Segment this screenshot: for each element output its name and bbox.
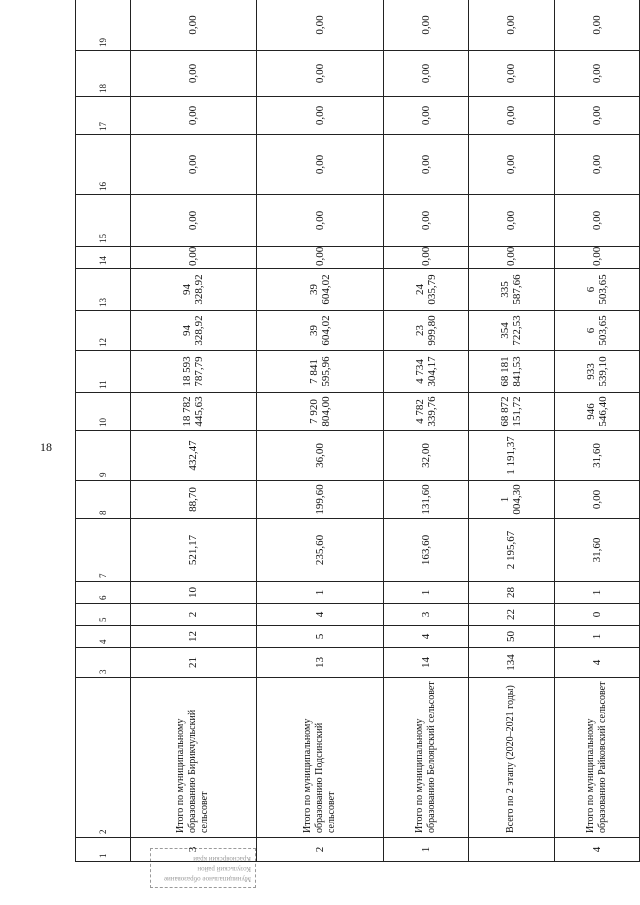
row-name: Итого по муниципальному образованию Белоярский сельсовет [384, 678, 469, 838]
cell-value: 0,00 [131, 195, 257, 247]
column-header: 14 [76, 247, 131, 269]
cell-value: 0,00 [469, 247, 554, 269]
cell-value: 4 [257, 604, 383, 626]
cell-value: 4 [384, 626, 469, 648]
cell-value: 2 [131, 604, 257, 626]
cell-value: 22 [469, 604, 554, 626]
cell-value: 6 503,65 [555, 311, 640, 351]
cell-value: 0,00 [384, 247, 469, 269]
column-header: 12 [76, 311, 131, 351]
column-header: 5 [76, 604, 131, 626]
data-table [76, 0, 640, 863]
cell-value: 0,00 [555, 481, 640, 519]
cell-value: 0,00 [131, 135, 257, 195]
cell-value: 0,00 [555, 51, 640, 97]
cell-value: 4 734 304,17 [384, 351, 469, 393]
cell-value: 50 [469, 626, 554, 648]
column-header: 6 [76, 582, 131, 604]
header-row [76, 0, 131, 862]
cell-value: 946 546,40 [555, 393, 640, 431]
cell-value: 0,00 [131, 0, 257, 51]
cell-value: 1 004,30 [469, 481, 554, 519]
cell-value: 0,00 [257, 0, 383, 51]
stamp-line: Красноярский край [193, 855, 251, 863]
cell-value: 7 841 595,96 [257, 351, 383, 393]
cell-value: 31,60 [555, 431, 640, 481]
cell-value: 0,00 [131, 97, 257, 135]
cell-value: 18 593 787,79 [131, 351, 257, 393]
cell-value: 134 [469, 648, 554, 678]
cell-value: 0,00 [131, 51, 257, 97]
column-header: 3 [76, 648, 131, 678]
cell-value: 1 [257, 582, 383, 604]
cell-value: 28 [469, 582, 554, 604]
cell-value: 23 999,80 [384, 311, 469, 351]
cell-value: 335 587,66 [469, 269, 554, 311]
table-row [257, 0, 383, 862]
cell-value: 0,00 [257, 195, 383, 247]
cell-value: 6 503,65 [555, 269, 640, 311]
cell-value: 0,00 [257, 247, 383, 269]
cell-value: 68 872 151,72 [469, 393, 554, 431]
cell-value: 0,00 [469, 51, 554, 97]
cell-value: 4 [555, 648, 640, 678]
cell-value: 432,47 [131, 431, 257, 481]
column-header: 9 [76, 431, 131, 481]
cell-value: 94 328,92 [131, 269, 257, 311]
cell-value: 36,00 [257, 431, 383, 481]
cell-value: 199,60 [257, 481, 383, 519]
cell-value: 933 539,10 [555, 351, 640, 393]
cell-value: 18 782 445,63 [131, 393, 257, 431]
row-index: 1 [384, 838, 469, 862]
cell-value: 1 191,37 [469, 431, 554, 481]
cell-value: 0,00 [384, 51, 469, 97]
cell-value: 0,00 [257, 51, 383, 97]
cell-value: 31,60 [555, 519, 640, 582]
row-name: Всего по 2 этапу (2020–2021 годы) [469, 678, 554, 838]
row-index: 4 [555, 838, 640, 862]
table-row [131, 0, 257, 862]
cell-value: 4 782 339,76 [384, 393, 469, 431]
cell-value: 3 [384, 604, 469, 626]
cell-value: 68 181 841,53 [469, 351, 554, 393]
cell-value: 7 920 804,00 [257, 393, 383, 431]
cell-value: 39 604,02 [257, 311, 383, 351]
cell-value: 0,00 [469, 97, 554, 135]
column-header: 19 [76, 0, 131, 51]
cell-value: 0,00 [469, 135, 554, 195]
column-header: 15 [76, 195, 131, 247]
cell-value: 0,00 [555, 97, 640, 135]
stamp-line: Муниципальное образование [163, 875, 251, 883]
cell-value: 0 [555, 604, 640, 626]
table-row [555, 0, 640, 862]
cell-value: 0,00 [555, 0, 640, 51]
cell-value: 0,00 [555, 195, 640, 247]
column-header: 8 [76, 481, 131, 519]
cell-value: 94 328,92 [131, 311, 257, 351]
cell-value: 131,60 [384, 481, 469, 519]
cell-value: 12 [131, 626, 257, 648]
cell-value: 0,00 [555, 135, 640, 195]
cell-value: 235,60 [257, 519, 383, 582]
cell-value: 0,00 [384, 97, 469, 135]
row-name: Итого по муниципальному образованию Подсинский сельсовет [257, 678, 383, 838]
column-header: 4 [76, 626, 131, 648]
cell-value: 1 [555, 626, 640, 648]
cell-value: 0,00 [384, 0, 469, 51]
column-header: 16 [76, 135, 131, 195]
cell-value: 5 [257, 626, 383, 648]
table-row [384, 0, 469, 862]
cell-value: 0,00 [384, 135, 469, 195]
cell-value: 0,00 [384, 195, 469, 247]
row-name: Итого по муниципальному образованию Бирикчульский сельсовет [131, 678, 257, 838]
column-header: 10 [76, 393, 131, 431]
stamp-line: Козульский район [197, 865, 251, 873]
column-header: 1 [76, 838, 131, 862]
page-number: 18 [40, 440, 52, 454]
row-index [469, 838, 554, 862]
cell-value: 13 [257, 648, 383, 678]
cell-value: 0,00 [555, 247, 640, 269]
cell-value: 0,00 [257, 97, 383, 135]
table-row [469, 0, 554, 862]
cell-value: 21 [131, 648, 257, 678]
cell-value: 2 195,67 [469, 519, 554, 582]
cell-value: 1 [555, 582, 640, 604]
column-header: 18 [76, 51, 131, 97]
column-header: 13 [76, 269, 131, 311]
cell-value: 24 035,79 [384, 269, 469, 311]
column-header: 2 [76, 678, 131, 838]
cell-value: 1 [384, 582, 469, 604]
column-header: 7 [76, 519, 131, 582]
cell-value: 0,00 [131, 247, 257, 269]
cell-value: 32,00 [384, 431, 469, 481]
cell-value: 163,60 [384, 519, 469, 582]
cell-value: 39 604,02 [257, 269, 383, 311]
cell-value: 10 [131, 582, 257, 604]
cell-value: 354 722,53 [469, 311, 554, 351]
cell-value: 14 [384, 648, 469, 678]
cell-value: 521,17 [131, 519, 257, 582]
column-header: 17 [76, 97, 131, 135]
cell-value: 0,00 [469, 195, 554, 247]
cell-value: 0,00 [469, 0, 554, 51]
cell-value: 0,00 [257, 135, 383, 195]
row-index: 3 [131, 838, 257, 862]
row-index: 2 [257, 838, 383, 862]
row-name: Итого по муниципальному образованию Райковский сельсовет [555, 678, 640, 838]
cell-value: 88,70 [131, 481, 257, 519]
column-header: 11 [76, 351, 131, 393]
